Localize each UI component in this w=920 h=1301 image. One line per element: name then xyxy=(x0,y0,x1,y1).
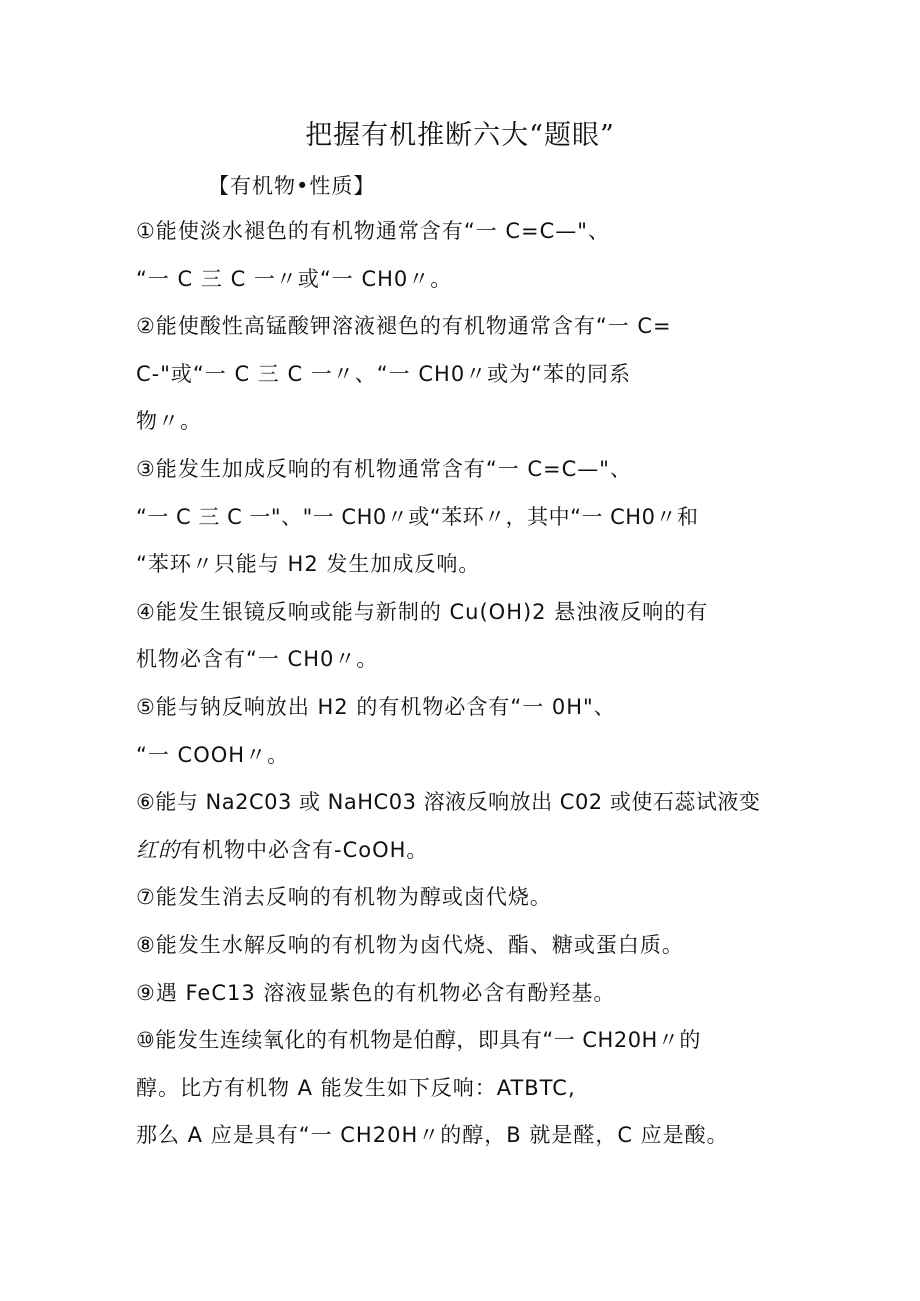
text-line-5: 物〃。 xyxy=(136,409,202,434)
text-line-17: ⑨遇 FeC13 溶液显紫色的有机物必含有酚羟基。 xyxy=(136,980,616,1005)
text-line-19: 醇。比方有机物 A 能发生如下反响：ATBTC, xyxy=(136,1075,576,1100)
text-line-6: ③能发生加成反响的有机物通常含有“一 C=C—"、 xyxy=(136,456,632,481)
text-line-8: “苯环〃只能与 H2 发生加成反响。 xyxy=(136,552,481,577)
document-body xyxy=(136,208,786,1160)
text-line-12: “一 COOH〃。 xyxy=(136,742,290,767)
text-line-13: ⑥能与 Na2C03 或 NaHC03 溶液反响放出 C02 或使石蕊试液变 xyxy=(136,790,761,815)
text-line-1: ①能使淡水褪色的有机物通常含有“一 C=C—"、 xyxy=(136,219,610,243)
text-line-20: 那么 A 应是具有“一 CH20H〃的醇，B 就是醛，C 应是酸。 xyxy=(136,1123,729,1148)
text-line-14 xyxy=(136,827,786,875)
text-line-3: ②能使酸性高锰酸钾溶液褪色的有机物通常含有“一 C= xyxy=(136,314,672,339)
text-line-4: C-"或“一 C 三 C 一〃、“一 CH0〃或为“苯的同系 xyxy=(136,361,632,386)
text-line-7: “一 C 三 C 一"、"一 CH0〃或“苯环〃，其中“一 CH0〃和 xyxy=(136,504,699,529)
text-line-18: ⑩能发生连续氧化的有机物是伯醇，即具有“一 CH20H〃的 xyxy=(136,1028,701,1053)
text-line-2: “一 C 三 C 一〃或“一 CH0〃。 xyxy=(136,266,453,291)
text-line-16: ⑧能发生水解反响的有机物为卤代烧、酯、糖或蛋白质。 xyxy=(136,932,684,957)
section-label: 【有机物•性质】 xyxy=(208,174,376,198)
text-line-15: ⑦能发生消去反响的有机物为醇或卤代烧。 xyxy=(136,885,552,910)
text-line-11: ⑤能与钠反响放出 H2 的有机物必含有“一 0H"、 xyxy=(136,694,616,719)
text-line-9: ④能发生银镜反响或能与新制的 Cu(OH)2 悬浊液反响的有 xyxy=(136,599,709,624)
text-line-10: 机物必含有“一 CH0〃。 xyxy=(136,647,379,672)
text-line-14-rest: 有机物中必含有-CoOH。 xyxy=(180,837,429,862)
italic-prefix: 红的 xyxy=(136,837,180,862)
document-title: 把握有机推断六大“题眼” xyxy=(305,120,615,151)
